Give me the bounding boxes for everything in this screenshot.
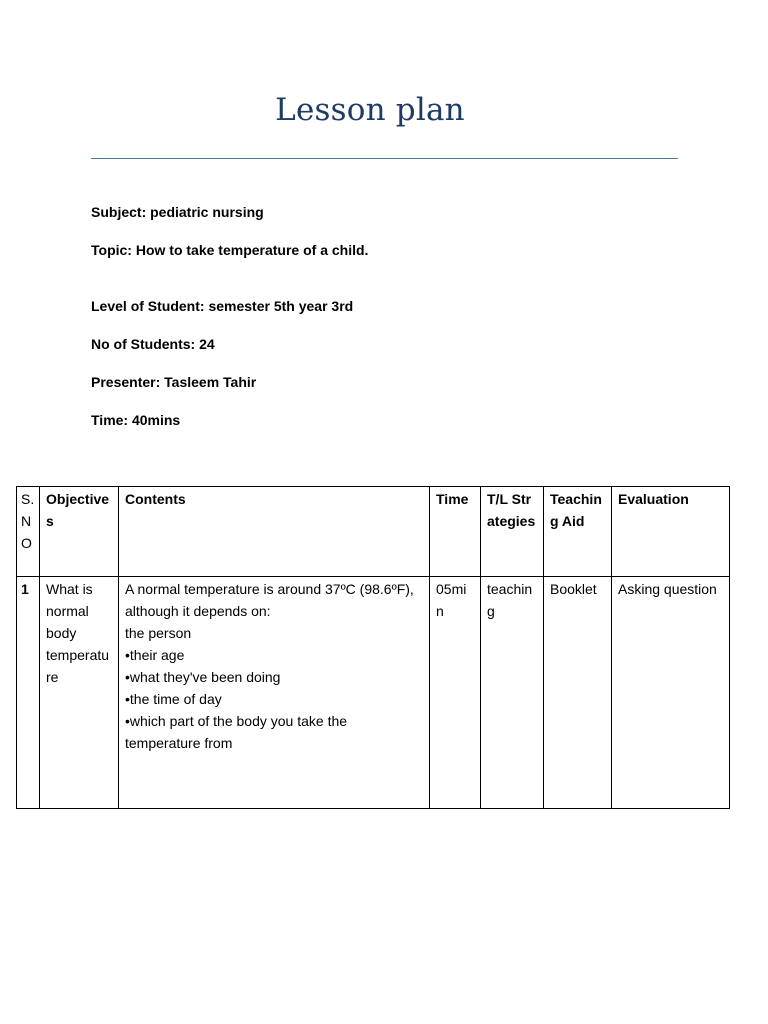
cell-teaching-aid: Booklet <box>544 577 612 809</box>
cell-contents <box>119 577 430 809</box>
header-objectives: Objectives <box>40 487 119 577</box>
cell-time: 05min <box>430 577 481 809</box>
level-line: Level of Student: semester 5th year 3rd <box>91 298 354 314</box>
header-sno: S.NO <box>17 487 40 577</box>
content-line: •which part of the body you take the temperature from <box>125 713 348 751</box>
subject-line: Subject: pediatric nursing <box>91 204 264 220</box>
cell-objectives: What is normal body temperature <box>40 577 119 809</box>
title-divider <box>91 158 678 159</box>
header-teaching-aid: Teaching Aid <box>544 487 612 577</box>
content-line: A normal temperature is around 37ºC (98.6ºF), although it depends on: <box>125 581 414 619</box>
table-row <box>17 577 730 809</box>
cell-sno: 1 <box>17 577 40 809</box>
header-time: Time <box>430 487 481 577</box>
content-line: the person <box>125 625 192 641</box>
header-contents: Contents <box>119 487 430 577</box>
cell-strategies: teaching <box>481 577 544 809</box>
header-evaluation: Evaluation <box>612 487 730 577</box>
topic-line: Topic: How to take temperature of a child. <box>91 242 369 258</box>
cell-evaluation: Asking question <box>612 577 730 809</box>
students-line: No of Students: 24 <box>91 336 215 352</box>
lesson-plan-table <box>16 486 730 809</box>
presenter-line: Presenter: Tasleem Tahir <box>91 374 257 390</box>
header-strategies: T/L Strategies <box>481 487 544 577</box>
content-line: •their age <box>125 647 185 663</box>
page-title: Lesson plan <box>275 92 465 128</box>
content-line: •the time of day <box>125 691 222 707</box>
time-line: Time: 40mins <box>91 412 181 428</box>
content-line: •what they've been doing <box>125 669 281 685</box>
table-header-row <box>17 487 730 577</box>
